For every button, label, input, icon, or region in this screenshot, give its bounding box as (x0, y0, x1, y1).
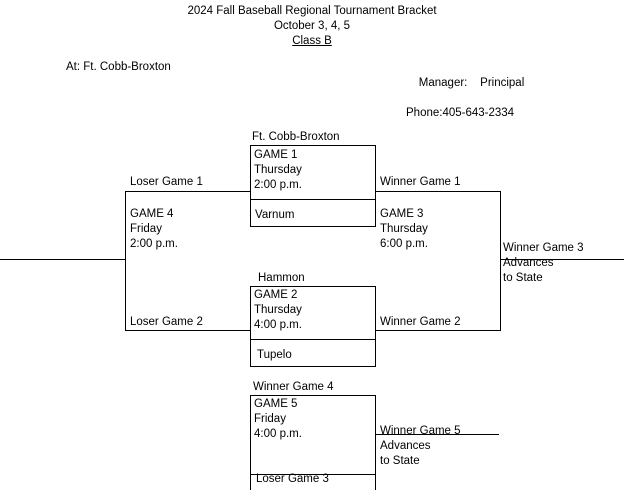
game1-details (254, 148, 302, 193)
game3-top-line (375, 191, 501, 192)
manager-label: Manager: (418, 77, 468, 89)
page-title (0, 4, 624, 49)
game2-time: 4:00 p.m. (254, 319, 302, 331)
game1-time: 2:00 p.m. (254, 179, 302, 191)
winner-game-3-details (503, 241, 584, 286)
team-varnum-label: Varnum (255, 209, 295, 221)
game3-day: Thursday (380, 223, 428, 235)
title-line-3: Class B (292, 35, 332, 47)
game5-box-right (375, 395, 376, 490)
game2-box-top (250, 286, 376, 287)
winner-game-1-label: Winner Game 1 (380, 176, 461, 188)
location-label: At: Ft. Cobb-Broxton (66, 61, 171, 73)
game2-name: GAME 2 (254, 289, 298, 301)
game1-box-bottom (250, 226, 376, 227)
site-top-label: Ft. Cobb-Broxton (252, 131, 340, 143)
game2-box-right (375, 286, 376, 340)
game5-name: GAME 5 (254, 398, 298, 410)
game1-name: GAME 1 (254, 149, 298, 161)
game2-box-left (250, 286, 251, 340)
game3-right-line (500, 191, 501, 331)
manager-info (406, 61, 524, 121)
game4-name: GAME 4 (130, 208, 174, 220)
game2-details (254, 288, 302, 333)
manager-row (406, 61, 524, 106)
game4-left-line (125, 191, 126, 331)
loser-game-1-label: Loser Game 1 (130, 176, 203, 188)
game2-lower-right (375, 339, 376, 367)
winner-game-5-line2: to State (380, 455, 420, 467)
game1-box-divider (250, 199, 376, 200)
team-tupelo-label: Tupelo (257, 349, 292, 361)
title-line-1: 2024 Fall Baseball Regional Tournament Bracket (187, 5, 437, 17)
game1-lower-left (250, 199, 251, 227)
game4-bottom-line (125, 330, 251, 331)
game5-box-left (250, 395, 251, 490)
game4-feed-line (0, 259, 126, 260)
game1-box-top (250, 145, 376, 146)
loser-game-2-label: Loser Game 2 (130, 316, 203, 328)
game2-day: Thursday (254, 304, 302, 316)
winner-game-3-line1: Advances (503, 257, 554, 269)
game4-time: 2:00 p.m. (130, 238, 178, 250)
game3-time: 6:00 p.m. (380, 238, 428, 250)
game4-day: Friday (130, 223, 162, 235)
winner-game-5-title: Winner Game 5 (380, 425, 461, 437)
loser-game-3-label: Loser Game 3 (256, 473, 329, 485)
game5-box-top (250, 395, 376, 396)
winner-game-3-title: Winner Game 3 (503, 242, 584, 254)
game2-lower-left (250, 339, 251, 367)
manager-name: Principal (480, 77, 525, 89)
site-mid-label: Hammon (258, 272, 305, 284)
game5-details (254, 397, 302, 442)
winner-game-2-label: Winner Game 2 (380, 316, 461, 328)
winner-game-3-line2: to State (503, 272, 543, 284)
phone-row: Phone:405-643-2334 (406, 107, 515, 119)
game2-box-divider (250, 339, 376, 340)
game3-details (380, 207, 428, 252)
game5-day: Friday (254, 413, 286, 425)
game3-bottom-line (375, 330, 501, 331)
game2-box-bottom (250, 366, 376, 367)
title-line-2: October 3, 4, 5 (273, 20, 351, 32)
game5-time: 4:00 p.m. (254, 428, 302, 440)
winner-game-5-line1: Advances (380, 440, 431, 452)
game4-details (130, 207, 178, 252)
game4-top-line (125, 191, 251, 192)
winner-game-5-details (380, 424, 461, 469)
game3-name: GAME 3 (380, 208, 424, 220)
game1-day: Thursday (254, 164, 302, 176)
winner-game-4-label: Winner Game 4 (253, 381, 334, 393)
game1-lower-right (375, 199, 376, 227)
